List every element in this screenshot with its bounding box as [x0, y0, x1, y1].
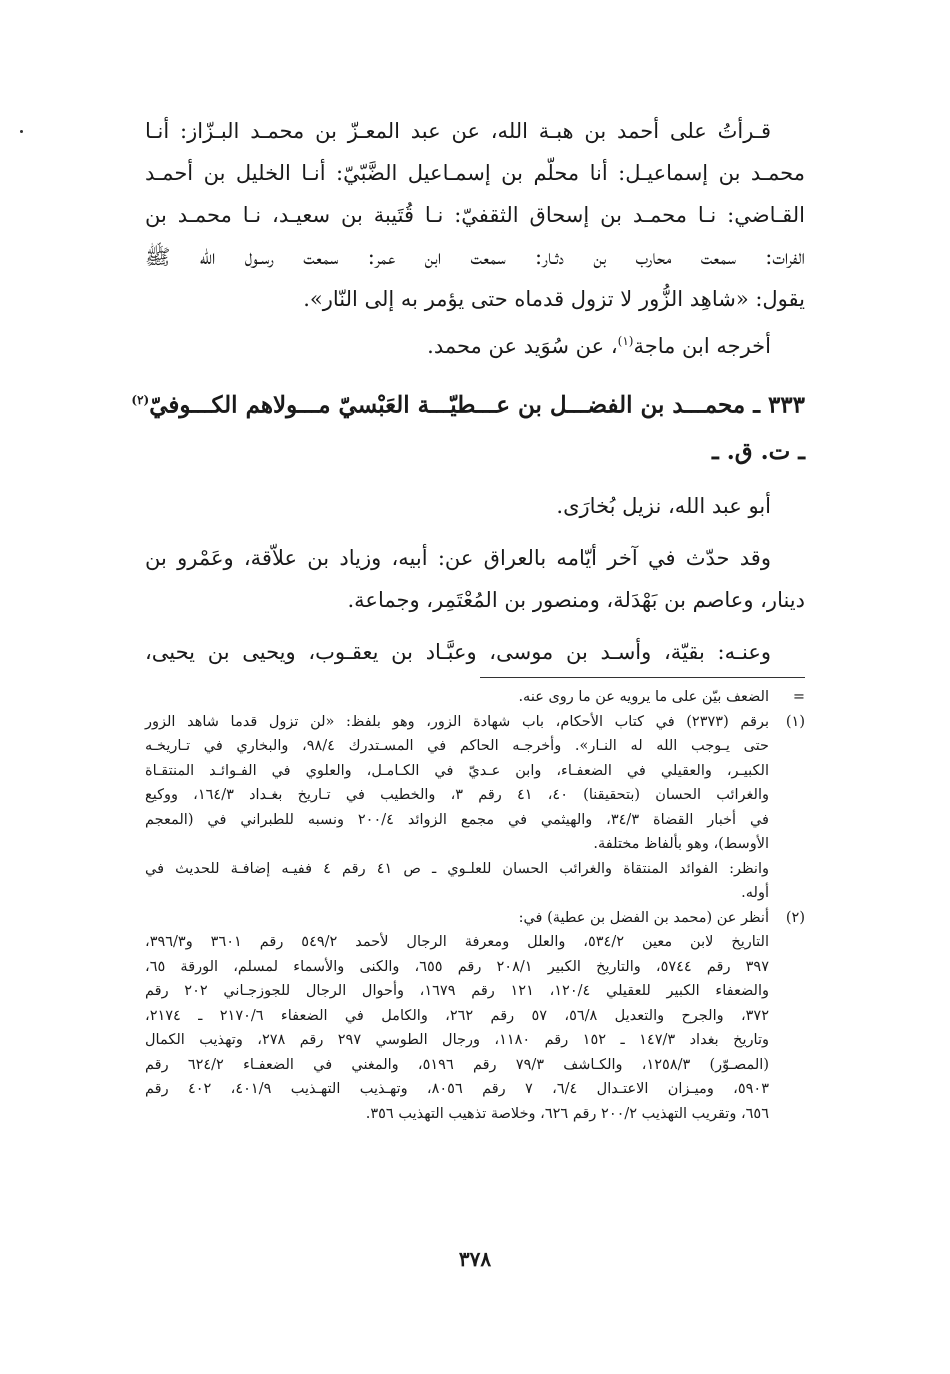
footnote-2-line-6: (المصـوّر) ١٢٥٨/٣، والكـاشف ٧٩/٣ رقم ٥١٩٦، والمغني في الضعفـاء ٦٢٤/٢ رقم: [145, 1056, 769, 1073]
para2-after: ، عن سُوَيد عن محمد.: [427, 334, 618, 358]
footnote-1-extra-2: أوله.: [741, 885, 769, 901]
footnote-2-marker: (٢): [785, 909, 805, 926]
continuation-marker: =: [792, 689, 805, 705]
para3-line: أبو عبد الله، نزيل بُخارَى.: [556, 493, 771, 518]
para2-before: أخرجه ابن ماجة: [633, 334, 771, 358]
biography-heading: [131, 377, 805, 429]
para1-line-3: القـاضي: نـا محمـد بن إسحاق الثقفيّ: نـا قُتَيبة بن سعيـد، نـا محمـد بن: [145, 203, 805, 227]
footnote-1-line-2: حتى يـوجب الله له النـار». وأخرجـه الحاكم في المسـتدرك ٩٨/٤، والبخاري في تـاريخـه: [145, 738, 769, 754]
footnote-1-marker: (١): [785, 713, 805, 730]
continuation-text: الضعف بيّن على ما يرويه عن ما روى عنه.: [518, 689, 769, 705]
para1-line-1: قـرأتُ على أحمد بن هبـة الله، عن عبد المعـزّ بن محمـد البـزّاز: أنـا: [145, 119, 771, 143]
footnote-separator: [480, 677, 805, 678]
footnote-2-line-2: ٣٩٧ رقم ٥٧٤٤، والتاريخ الكبير ٢٠٨/١ رقم ٦٥٥، والكنى والأسماء لمسلم، الورقة ٦٥،: [145, 958, 769, 975]
footnote-2-line-3: والضعفاء الكبير للعقيلي ١٢٠/٤، ١٢١ رقم ١٦٧٩، وأحوال الرجال للجوزجـاني ٢٠٢ رقم: [145, 983, 769, 999]
para1-line-2: محمـد بن إسماعيـل: أنا محلّم بن إسمـاعيل الضَّبّيّ: أنـا الخليل بن أحمـد: [145, 161, 805, 185]
footnote-1-line-1: [145, 710, 805, 735]
margin-mark: [20, 130, 23, 133]
para5-line: وعنـه: بقيّة، وأسـد بن موسى، وعبَّـاد بن يعقـوب، ويحيى بن يحيى،: [145, 639, 771, 664]
page-number: ٣٧٨: [458, 1247, 492, 1271]
footnote-2-line-5: وتاريخ بغداد ١٤٧/٣ ـ ١٥٢ رقم ١١٨٠، ورجال الطوسي ٢٩٧ رقم ٢٧٨، وتهذيب الكمال: [145, 1032, 769, 1048]
footnote-1-text: برقم (٢٣٧٣) في كتاب الأحكام، باب شهادة الزور، وهو بلفظ: «لن تزول قدما شاهد الزور: [145, 713, 769, 730]
footnote-1-extra-1: وانظر: الفوائد المنتقاة والغرائب الحسان للعلـوي ـ ص ٤١ رقم ٤ ففيـه إضافـة للحديث في: [145, 860, 769, 877]
footnote-1-line-5: في أخبار القضاة ٣٤/٣، والهيثمي في مجمع الزوائد ٢٠٠/٤ ونسبه للطبراني في (المعجم: [145, 811, 769, 828]
para1-line-4: الفرات: سمعت محارب بن دثـار: سمعت ابن عمر: سمعت رسـول الله ﷺ: [145, 245, 805, 269]
para4-line-2: دينار، وعاصم بن بَهْدَلة، ومنصور بن المُعْتَمِر، وجماعة.: [347, 587, 805, 612]
heading-main: ٣٣٣ ـ محمـــد بن الفضـــل بن عـــطيّـــة العَبْسيّ مـــولاهم الكـــوفيّ: [149, 391, 805, 419]
footnote-1-line-3: الكبيـر، والعقيلي في الضعفـاء، وابن عـديّ في الكـامـل، والعلوي في الفـوائـد المنتقـاة: [145, 762, 769, 779]
footnote-1-line-4: والغرائب الحسان (بتحقيقنا) ٤٠، ٤١ رقم ٣، والخطيب في تـاريخ بغـداد ١٦٤/٣، ووكيع: [145, 787, 769, 803]
footnote-2-line-7: ٥٩٠٣، وميـزان الاعتـدال ٦/٤، ٧ رقم ٨٠٥٦، وتهـذيب التهـذيب ٤٠١/٩، ٤٠٢ رقم: [145, 1081, 770, 1097]
para4-line-1: وقد حدّث في آخر أيّامه بالعراق عن: أبيه، وزياد بن علاّقة، وعَمْرو بن: [145, 545, 771, 570]
footnote-ref-1: (١): [617, 334, 634, 348]
footnote-2-line-8: ٦٥٦، وتقريب التهذيب ٢٠٠/٢ رقم ٦٢٦، وخلاصة تذهيب التهذيب ٣٥٦.: [365, 1105, 769, 1122]
footnote-2-intro: [145, 906, 805, 931]
footnote-2-intro-text: أنظر عن (محمد بن الفضل بن عطية) في:: [518, 909, 769, 926]
footnote-2-line-4: ٣٧٢، والجرح والتعديل ٥٦/٨، ٥٧ رقم ٢٦٢، والكامل في الضعفاء ٢١٧٠/٦ ـ ٢١٧٤،: [145, 1007, 770, 1024]
main-text: [131, 110, 805, 673]
footnote-ref-2: (٢): [131, 393, 150, 407]
footnotes: [145, 685, 805, 1126]
para1-line-5: يقول: «شاهِد الزُّور لا تزول قدماه حتى يؤمر به إلى النّار».: [303, 287, 805, 311]
footnote-1-line-6: الأوسط)، وهو بألفاظ مختلفة.: [593, 836, 769, 852]
footnote-2-line-1: التاريخ لابن معين ٥٣٤/٢، والعلل ومعرفة الرجال لأحمد ٥٤٩/٢ رقم ٣٦٠١ و٣٩٦/٣،: [145, 934, 769, 950]
footnote-continuation: [145, 685, 805, 710]
heading-tail: ـ ت. ق. ـ: [711, 437, 805, 465]
para2-line: [145, 320, 805, 367]
